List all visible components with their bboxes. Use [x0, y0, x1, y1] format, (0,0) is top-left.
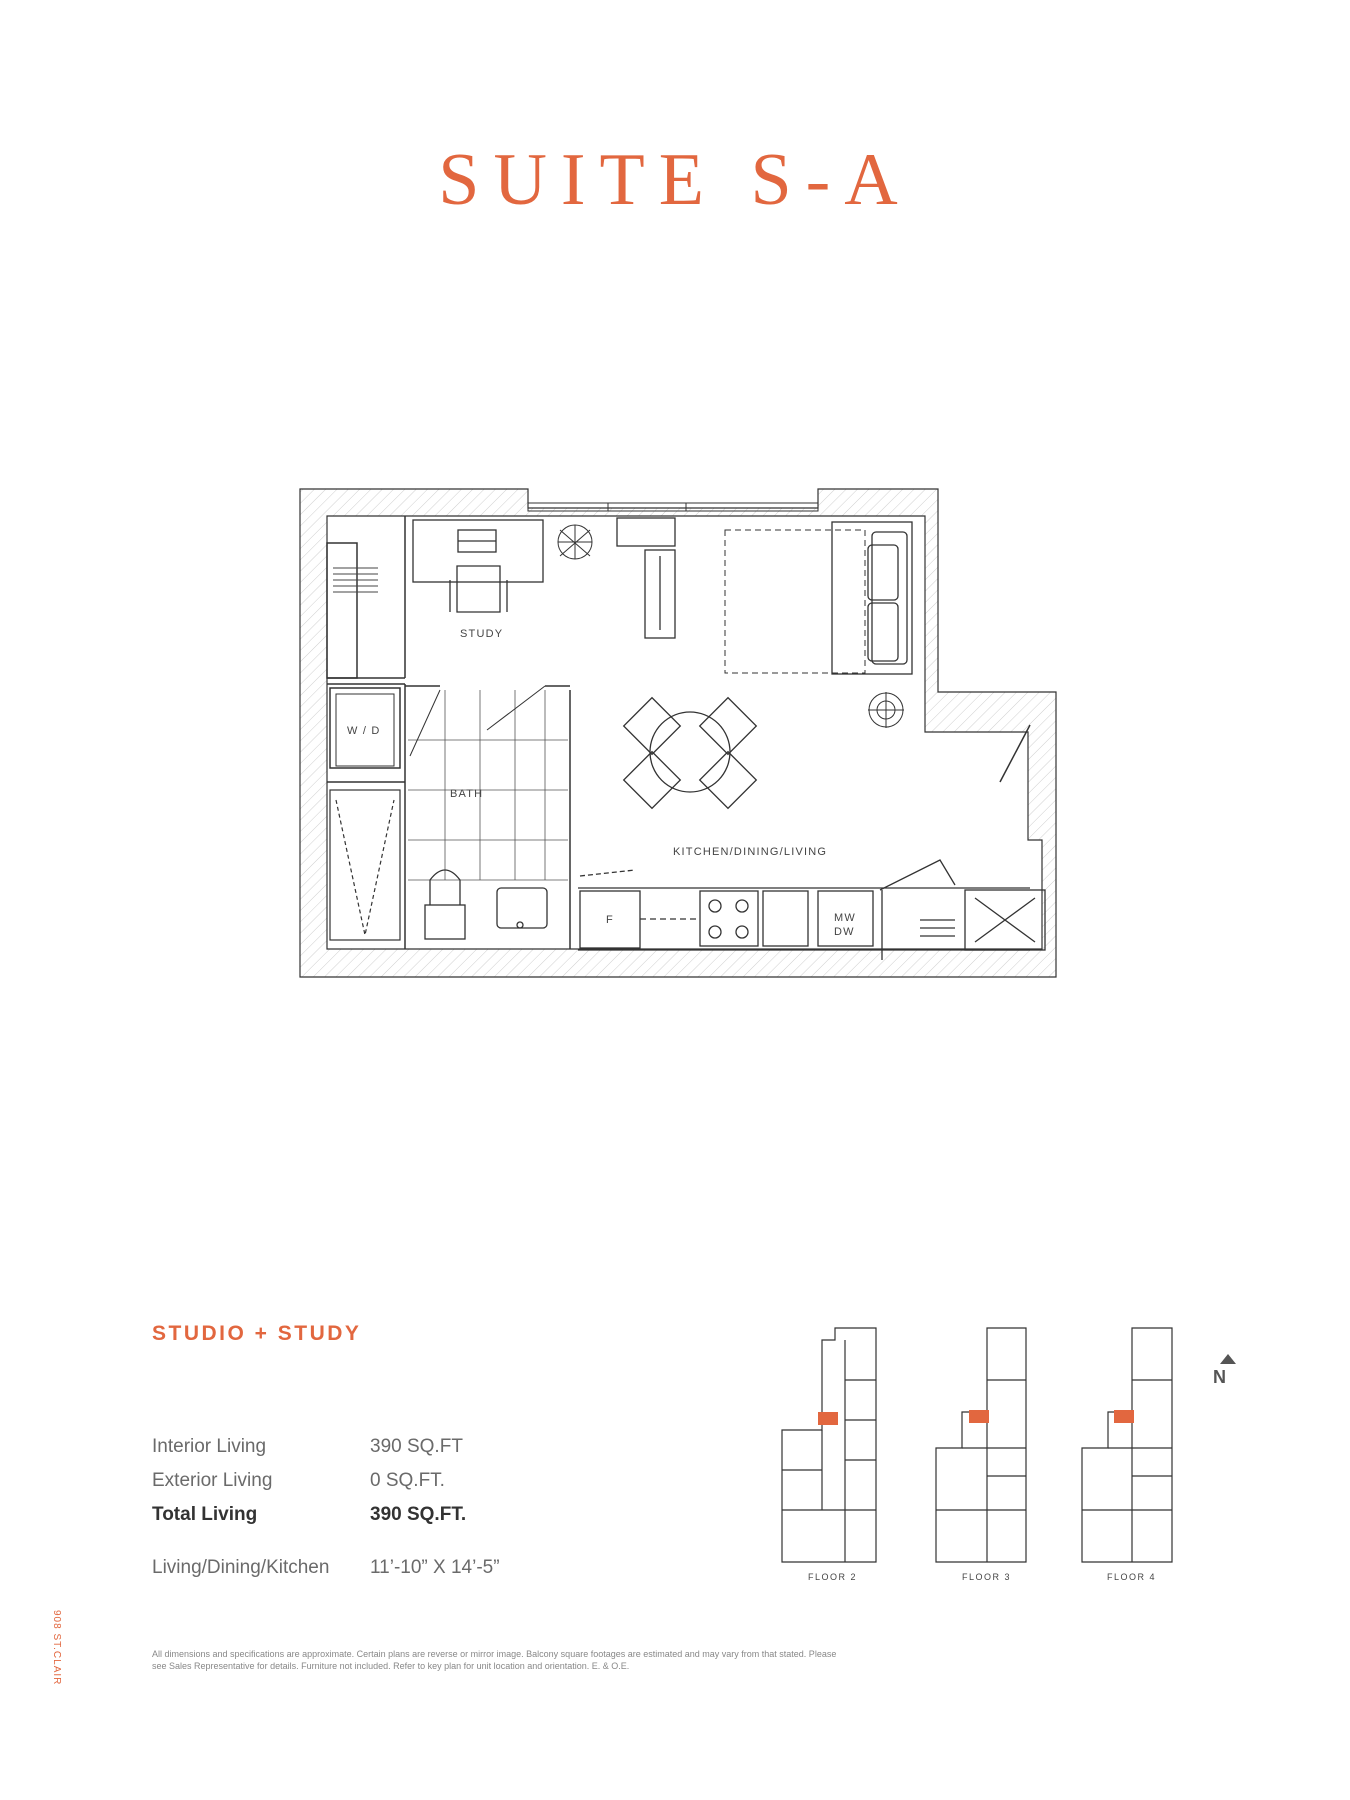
- dining-table: [624, 698, 757, 809]
- spec-total: [152, 1504, 467, 1526]
- key-plan-label-3: FLOOR 3: [962, 1572, 1012, 1582]
- spec-value: 0 SQ.FT.: [370, 1470, 445, 1491]
- plant-icon: [558, 525, 592, 559]
- key-plan-label-4: FLOOR 4: [1107, 1572, 1157, 1582]
- label-kitchen: KITCHEN/DINING/LIVING: [673, 846, 828, 858]
- label-study: STUDY: [460, 628, 504, 640]
- study-desk: [413, 520, 543, 612]
- spec-ldk: [152, 1557, 500, 1579]
- area-rug: [725, 530, 865, 673]
- unit-type: STUDIO + STUDY: [152, 1322, 362, 1345]
- label-bath: BATH: [450, 788, 484, 800]
- key-plan-floor-3: [936, 1328, 1026, 1562]
- north-arrow-icon: [1220, 1354, 1236, 1364]
- entry-area: [880, 725, 1045, 960]
- north-label: N: [1213, 1367, 1226, 1387]
- label-wd: W / D: [347, 725, 381, 737]
- label-fridge: F: [606, 914, 614, 926]
- page-title: SUITE S-A: [438, 139, 912, 221]
- floor-lamp-icon: [868, 692, 904, 728]
- key-plan-label-2: FLOOR 2: [808, 1572, 858, 1582]
- closet-shelves: [333, 568, 378, 592]
- sink: [497, 888, 547, 928]
- spec-value: 390 SQ.FT.: [370, 1504, 467, 1525]
- spec-exterior: [152, 1470, 445, 1492]
- key-plan-floor-4: [1082, 1328, 1172, 1562]
- spec-label: Total Living: [152, 1504, 258, 1525]
- spec-value: 390 SQ.FT: [370, 1436, 463, 1457]
- key-plan-floor-2: [782, 1328, 876, 1562]
- bath-door: [410, 686, 545, 756]
- label-mw: MW: [834, 912, 856, 924]
- bath-tiles: [408, 690, 568, 880]
- spec-label: Interior Living: [152, 1436, 267, 1457]
- sofa: [832, 522, 912, 674]
- spec-interior: [152, 1436, 463, 1458]
- shower: [330, 790, 400, 940]
- spec-label: Living/Dining/Kitchen: [152, 1557, 330, 1578]
- spec-label: Exterior Living: [152, 1470, 273, 1491]
- kitchen-counter: [578, 870, 1030, 950]
- side-brand-text: 908 ST.CLAIR: [51, 1610, 62, 1686]
- tv-unit: [617, 518, 675, 638]
- disclaimer: All dimensions and specifications are approximate. Certain plans are reverse or mirror image. Balcony square footages are estimated and may vary from that stated. Please see Sales Representative for details. Furniture not included. Refer to key plan for unit location and orientation. E. & O.E.: [152, 1649, 837, 1671]
- spec-value: 11’-10” X 14’-5”: [370, 1557, 500, 1578]
- label-dw: DW: [834, 926, 855, 938]
